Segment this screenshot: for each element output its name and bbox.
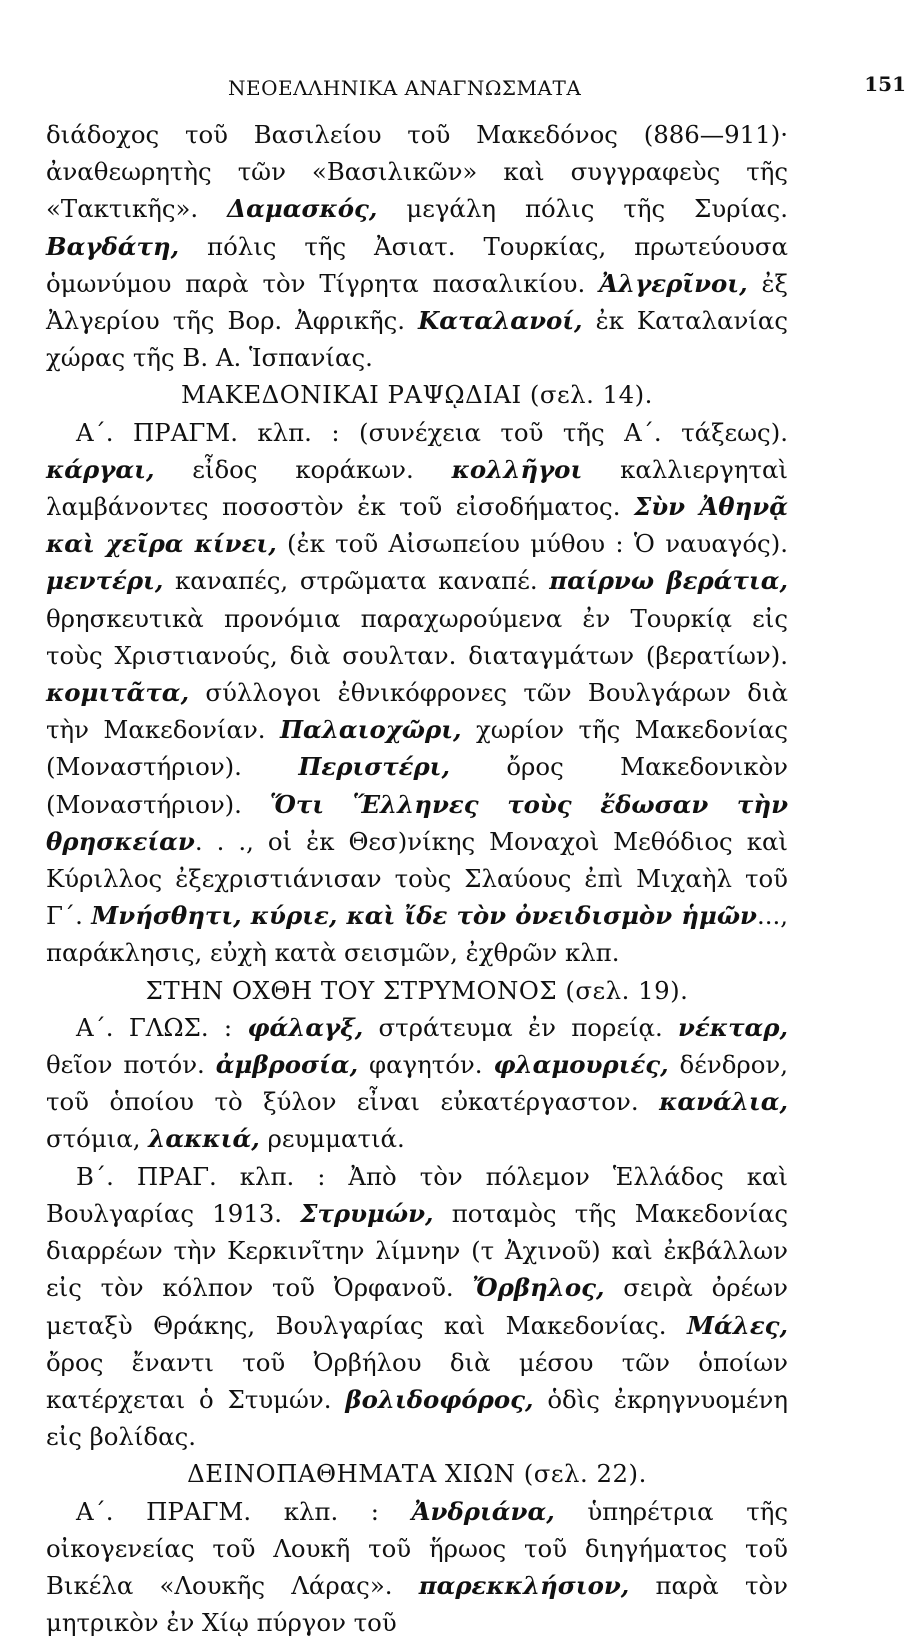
text-run: χωρίον τῆς Μακεδονίας (Μοναστήριον). [46, 715, 788, 782]
text-run: στράτευμα ἐν πορείᾳ. [363, 1012, 679, 1042]
section-title: ΜΑΚΕΔΟΝΙΚΑΙ ΡΑΨῼΔΙΑΙ (σελ. 14). [181, 380, 653, 410]
glossary-term: Μάλες, [686, 1310, 788, 1340]
text-run: Α΄. ΠΡΑΓΜ. κλπ. : [76, 1496, 412, 1526]
glossary-term: κομιτᾶτα, [46, 678, 190, 708]
text-run: διάδοχος τοῦ Βασιλείου τοῦ Μακεδόνος (886—911)· ἀναθεωρητὴς τῶν «Βασιλικῶν» καὶ συγγραφεὺς τῆς «Τακτικῆς». [46, 120, 788, 224]
glossary-term: Ἀλγερῖνοι, [599, 268, 748, 298]
glossary-term: Ὄρβηλος, [472, 1273, 605, 1303]
text-run: παρὰ τὸν μητρικὸν ἐν Χίῳ πύργον τοῦ [46, 1570, 788, 1638]
glossary-term: Περιστέρι, [298, 752, 450, 782]
glossary-term: ἀμβροσία, [215, 1050, 359, 1080]
text-run: (ἐκ τοῦ Αἰσωπείου μύθου : Ὁ ναυαγός). [276, 529, 788, 559]
paragraph [46, 116, 788, 376]
text-run: ὄρος ἔναντι τοῦ Ὀρβήλου διὰ μέσου τῶν ὁποίων κατέρχεται ὁ Στυμών. [46, 1347, 788, 1414]
glossary-term: Καταλανοί, [418, 306, 583, 336]
text-run: Β΄. ΠΡΑΓ. κλπ. : Ἀπὸ τὸν πόλεμον Ἑλλάδος καὶ Βουλγαρίας 1913. [46, 1161, 788, 1228]
text-run: καλλιεργηταὶ λαμβάνοντες ποσοστὸν ἐκ τοῦ εἰσοδήματος. [46, 454, 788, 522]
paragraph [46, 1009, 788, 1158]
glossary-term: φάλαγξ, [247, 1012, 364, 1042]
paragraph [46, 414, 788, 972]
text-run: φαγητόν. [358, 1050, 494, 1080]
glossary-term: Παλαιοχῶρι, [280, 715, 462, 745]
text-run: θρησκευτικὰ προνόμια παραχωρούμενα ἐν Τουρκίᾳ εἰς τοὺς Χριστιανούς, διὰ σουλταν. διαταγμάτων (βερατίων). [46, 603, 788, 670]
glossary-term: Ὅτι Ἕλληνες τοὺς ἔδωσαν τὴν θρησκείαν [46, 789, 788, 856]
glossary-term: κολλῆγοι [451, 454, 583, 484]
text-run: ὁδὶς ἐκρηγνυομένη εἰς βολίδας. [46, 1384, 788, 1452]
running-head [46, 62, 906, 102]
paragraph [46, 1158, 788, 1456]
text-run: ποταμὸς τῆς Μακεδονίας διαρρέων τὴν Κερκινῖτην λίμνην (τ Ἀχινοῦ) καὶ ἐκβάλλων εἰς τὸν κόλπον τοῦ Ὀρφανοῦ. [46, 1198, 788, 1303]
section-title: ΣΤΗΝ ΟΧΘΗ ΤΟΥ ΣΤΡΥΜΟΝΟΣ (σελ. 19). [145, 975, 689, 1005]
text-run: στόμια, [46, 1124, 149, 1154]
glossary-term: Μνήσθητι, κύριε, καὶ ἴδε τὸν ὀνειδισμὸν ἡμῶν [91, 901, 757, 931]
text-run: ὄρος Μακεδονικὸν (Μοναστήριον). [46, 752, 788, 819]
text-run: ἐκ Καταλανίας χώρας τῆς Β. Α. Ἱσπανίας. [46, 306, 789, 373]
text-run: Α΄. ΠΡΑΓΜ. κλπ. : (συνέχεια τοῦ τῆς Α΄. τάξεως). [76, 417, 788, 447]
glossary-term: Στρυμών, [300, 1198, 434, 1228]
glossary-term: παίρνω βεράτια, [549, 566, 788, 596]
glossary-term: Ἀνδριάνα, [411, 1496, 555, 1526]
body-text [46, 116, 788, 1641]
text-run: ὑπηρέτρια τῆς οἰκογενείας τοῦ Λουκῆ τοῦ ἥρωος τοῦ διηγήματος τοῦ Βικέλα «Λουκῆς Λάρας». [46, 1496, 788, 1600]
glossary-term: Σὺν Ἀθηνᾷ καὶ χεῖρα κίνει, [46, 492, 788, 559]
text-run: μεγάλη πόλις τῆς Συρίας. [377, 194, 788, 224]
text-run: πόλις τῆς Ἀσιατ. Τουρκίας, πρωτεύουσα ὁμωνύμου παρὰ τὸν Τίγρητα πασαλικίου. [46, 231, 788, 298]
glossary-term: βολιδοφόρος, [345, 1384, 534, 1414]
glossary-term: φλαμουριές, [493, 1050, 669, 1080]
paragraph [46, 1493, 788, 1641]
running-title: ΝΕΟΕΛΛΗΝΙΚΑ ΑΝΑΓΝΩΣΜΑΤΑ [228, 76, 582, 100]
text-run: καναπές, στρῶματα καναπέ. [163, 566, 550, 596]
section-title: ΔΕΙΝΟΠΑΘΗΜΑΤΑ ΧΙΩΝ (σελ. 22). [187, 1459, 647, 1489]
text-run: ..., παράκλησις, εὐχὴ κατὰ σεισμῶν, ἐχθρῶν κλπ. [46, 901, 789, 968]
glossary-term: μεντέρι, [46, 566, 164, 596]
page-number: 151 [864, 72, 906, 96]
glossary-term: Βαγδάτη, [46, 231, 180, 261]
glossary-term: κάργαι, [46, 454, 155, 484]
glossary-term: λακκιά, [148, 1124, 260, 1154]
text-run: σειρὰ ὀρέων μεταξὺ Θράκης, Βουλγαρίας καὶ Μακεδονίας. [46, 1273, 788, 1340]
text-run: δένδρον, τοῦ ὁποίου τὸ ξύλον εἶναι εὐκατέργαστον. [46, 1050, 788, 1117]
glossary-term: κανάλια, [659, 1087, 788, 1117]
text-run: Α΄. ΓΛΩΣ. : [76, 1012, 248, 1042]
glossary-term: παρεκκλήσιον, [418, 1570, 630, 1600]
text-run: σύλλογοι ἐθνικόφρονες τῶν Βουλγάρων διὰ τὴν Μακεδονίαν. [46, 678, 788, 745]
text-run: ἐξ Ἀλγερίου τῆς Βορ. Ἀφρικῆς. [46, 268, 788, 336]
text-run: ρευμματιά. [259, 1124, 405, 1154]
glossary-term: νέκταρ, [678, 1012, 788, 1042]
text-run: θεῖον ποτόν. [46, 1050, 216, 1080]
glossary-term: Δαμασκός, [227, 194, 378, 224]
text-run: . . ., οἱ ἐκ Θεσ)νίκης Μοναχοὶ Μεθόδιος καὶ Κύριλλος ἐξεχριστιάνισαν τοὺς Σλαύους ἐπὶ Μιχαὴλ τοῦ Γ΄. [46, 826, 788, 931]
text-run: εἶδος κοράκων. [154, 454, 452, 484]
